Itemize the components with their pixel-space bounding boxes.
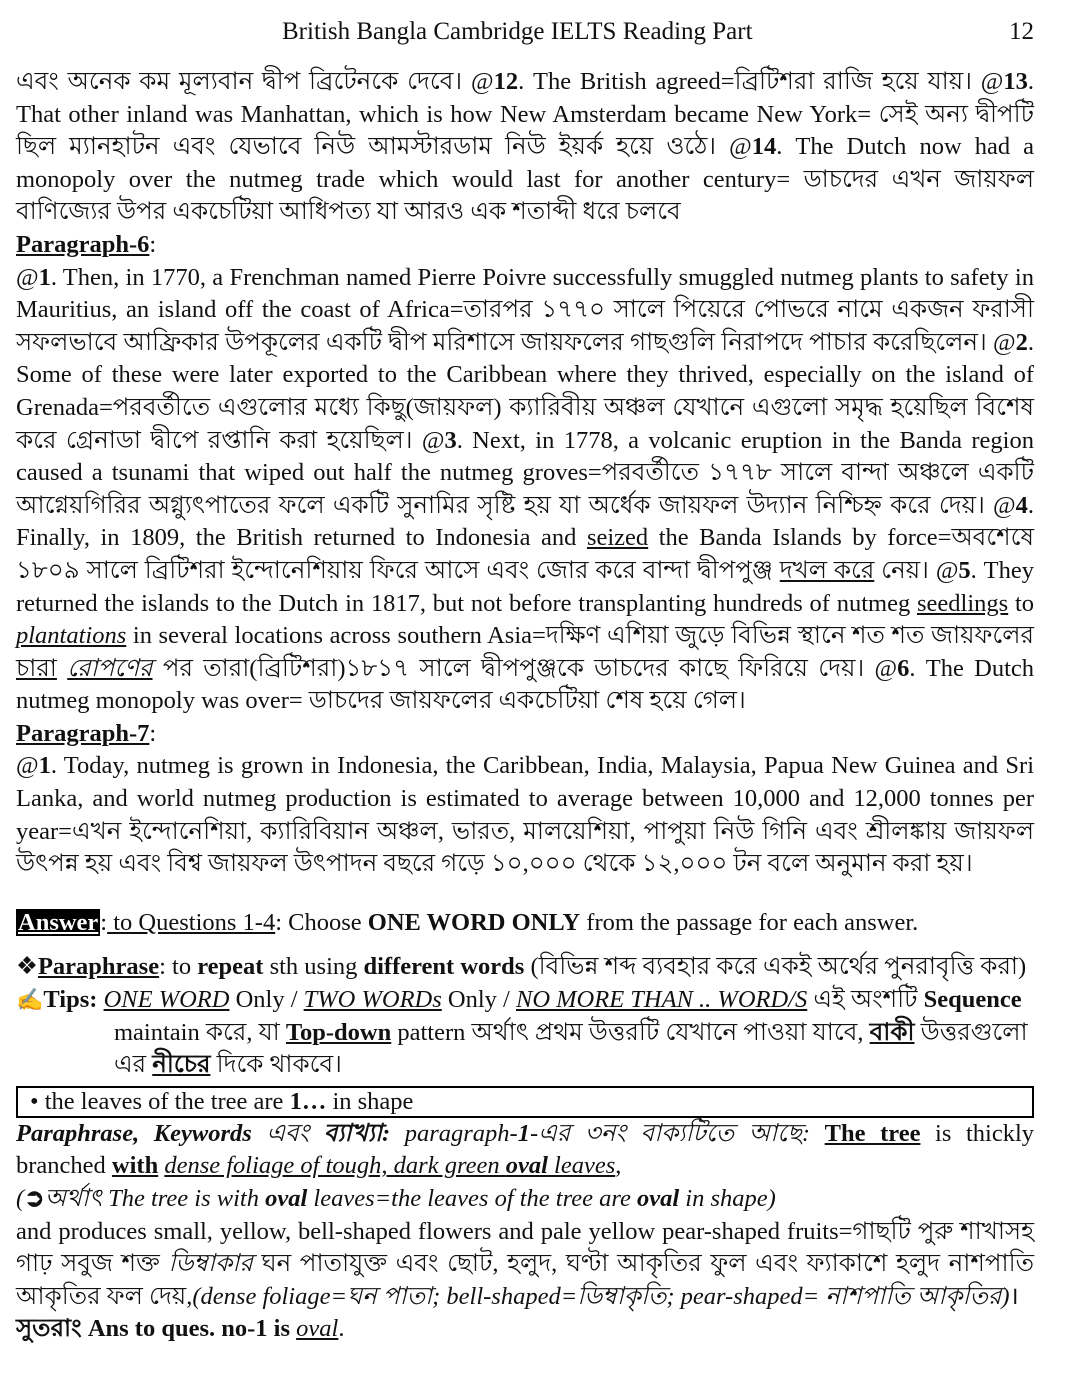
text: অর্থাৎ xyxy=(44,1185,102,1212)
text: The tree is with xyxy=(102,1185,266,1212)
text: . The Dutch now had a monopoly over the nutmeg trade which would last for another century= ডাচদের এখন জায়ফল বাণিজ্যের উপর একচেটিয়া আধিপত্য যা আরও এক শতাব্দী ধরে চলবে xyxy=(16,133,1035,226)
text: এবং অনেক কম মূল্যবান দ্বীপ ব্রিটেনকে দেবে। @ xyxy=(16,68,494,95)
diamond-bullet-icon: ❖ xyxy=(16,953,38,981)
keyword: with xyxy=(111,1152,159,1180)
vocab-word: plantations xyxy=(16,622,127,650)
answer-word: oval xyxy=(296,1315,339,1343)
writing-hand-icon: ✍ xyxy=(16,987,44,1013)
text: -এর ৩নং বাক্যটিতে আছে: xyxy=(529,1119,825,1147)
heading-label: Paragraph-6 xyxy=(16,230,150,258)
text: এবং xyxy=(251,1119,324,1147)
vocab-word: দখল করে xyxy=(779,556,875,584)
text: in several locations across southern Asia=দক্ষিণ এশিয়া জুড়ে বিভিন্ন স্থানে শত শত জায়ফলের xyxy=(126,622,1034,650)
sentence-number: 3 xyxy=(444,426,457,454)
explanation-line-2 xyxy=(16,1183,1034,1216)
text: . That other inland was Manhattan, which is how New Amsterdam became New York= সেই অন্য দ্বীপটি ছিল ম্যানহাটন এবং যেভাবে নিউ আমস্টারডাম নিউ ইয়র্ক হয়ে ওঠে। @ xyxy=(16,68,1034,161)
text: ( xyxy=(16,1185,25,1212)
emphasis: Top-down xyxy=(285,1018,392,1046)
text: the Banda Islands by force=অবশেষে ১৮০৯ সালে ব্রিটিশরা ইন্দোনেশিয়ায় ফিরে আসে এবং জোর করে বান্দা দ্বীপপুঞ্জ xyxy=(16,524,1034,584)
emphasis: Keywords xyxy=(153,1119,252,1147)
page-number: 12 xyxy=(1009,18,1034,45)
text: : to xyxy=(159,953,198,981)
keyword: oval xyxy=(265,1185,308,1212)
sentence-number: 4 xyxy=(1015,491,1028,519)
text: : Choose xyxy=(275,908,368,936)
spacer xyxy=(16,939,1034,951)
paraphrase-label: Paraphrase xyxy=(37,953,160,981)
keyword: oval xyxy=(505,1152,548,1180)
text: . Finally, in 1809, the British returned to Indonesia and xyxy=(16,491,1034,552)
sentence-number: 1 xyxy=(38,263,51,291)
text: in shape) xyxy=(679,1185,776,1212)
emphasis: repeat xyxy=(197,953,264,981)
text: the leaves of the tree are xyxy=(38,1087,290,1115)
text: . Next, in 1778, a volcanic eruption in the Banda region caused a tsunami that wiped out half the nutmeg groves=পরবর্তীতে ১৭৭৮ সালে বান্দা অঞ্চলে একটি আগ্নেয়গিরির অগ্ন্যুৎপাতের ফলে একটি সুনামির সৃষ্টি হয় যা অর্ধেক জায়ফল উদ্যান নিশ্চিহ্ন করে দেয়। @ xyxy=(16,426,1034,519)
text: Only / xyxy=(229,986,304,1014)
text: উত্তরগুলো এর xyxy=(114,1018,1028,1079)
sentence-number: 2 xyxy=(1015,328,1028,356)
text: @ xyxy=(16,263,39,291)
text xyxy=(57,655,67,682)
text: . Then, in 1770, a Frenchman named Pierre Poivre successfully smuggled nutmeg plants to safety in Mauritius, an island off the coast of Africa=তারপর ১৭৭০ সালে পিয়েরে পোভরে নামে একজন ফরাসী সফলভাবে আফ্রিকার উপকূলের একটি দ্বীপ মরিশাসে জায়ফলের গাছগুলি নিরাপদে পাচার করেছিলেন। @ xyxy=(16,263,1034,356)
text: (বিভিন্ন শব্দ ব্যবহার করে একই অর্থের পুনরাবৃত্তি করা) xyxy=(524,953,1027,981)
text: , xyxy=(615,1152,622,1180)
question-number: 1… xyxy=(289,1087,327,1115)
text: : xyxy=(149,719,157,747)
answer-instruction xyxy=(16,907,1034,940)
sentence-number: 12 xyxy=(493,68,519,95)
explanation-line-3 xyxy=(16,1216,1034,1314)
text: leaves=the leaves of the tree are xyxy=(307,1185,637,1212)
paragraph-7-heading xyxy=(16,718,1034,751)
vocab-word: চারা xyxy=(16,654,57,682)
text: সুতরাং xyxy=(16,1315,88,1343)
spacer xyxy=(16,881,1034,907)
sentence-number: 5 xyxy=(958,556,971,584)
vocab-word: seedlings xyxy=(916,589,1009,617)
question-range: to Questions 1-4 xyxy=(107,908,276,936)
keyword: The tree xyxy=(824,1119,921,1147)
sentence-number: 13 xyxy=(1003,68,1028,95)
intro-paragraph xyxy=(16,66,1034,229)
text: pattern অর্থাৎ প্রথম উত্তরটি যেখানে পাওয়া যাবে, xyxy=(391,1018,870,1046)
tips-block xyxy=(16,984,1034,1082)
vocab-word: seized xyxy=(586,524,649,552)
sentence-number: 1 xyxy=(38,752,51,780)
text: , xyxy=(133,1119,154,1147)
emphasis: ব্যাখ্যা: xyxy=(323,1119,391,1147)
text: নেয়। @ xyxy=(874,556,959,584)
answer-label: Answer xyxy=(18,908,99,936)
paragraph-7 xyxy=(16,750,1034,880)
tips-line-continued xyxy=(16,1017,1034,1082)
text: . Today, nutmeg is grown in Indonesia, the Caribbean, India, Malaysia, Papua New Guinea and Sri Lanka, and world nutmeg production is estimated to average between 10,000 and 12,000 tonnes per year=এখন ইন্দোনেশিয়া, ক্যারিবিয়ান অঞ্চল, ভারত, মালয়েশিয়া, পাপুয়া নিউ গিনি এবং শ্রীলঙ্কায় জায়ফল উৎপন্ন হয় এবং বিশ্ব জায়ফল উৎপাদন বছরে গড়ে ১০,০০০ থেকে ১২,০০০ টন বলে অনুমান করা হয়। xyxy=(16,752,1034,878)
arrow-icon: ➲ xyxy=(24,1185,45,1212)
text: to xyxy=(1008,589,1034,617)
vocab-word: রোপণের xyxy=(67,654,153,682)
keyword: leaves xyxy=(554,1152,616,1180)
text: : xyxy=(100,908,108,936)
document-title: British Bangla Cambridge IELTS Reading Part xyxy=(282,18,753,45)
document-body xyxy=(16,66,1034,1346)
paraphrase-definition xyxy=(16,951,1034,984)
text: এই অংশটি xyxy=(807,986,924,1014)
text: @ xyxy=(16,752,39,780)
instruction-emphasis: ONE WORD ONLY xyxy=(367,908,581,936)
sentence-number: 14 xyxy=(751,133,777,161)
keyword: oval xyxy=(636,1185,680,1212)
emphasis: নীচের xyxy=(152,1051,211,1079)
emphasis: Paraphrase xyxy=(16,1119,134,1147)
emphasis: different words xyxy=(363,953,525,981)
tip-term: NO MORE THAN .. WORD/S xyxy=(515,986,808,1014)
emphasis: Sequence xyxy=(923,986,1022,1014)
text: in shape xyxy=(326,1087,414,1115)
paragraph-6-heading xyxy=(16,229,1034,262)
text: is thickly branched xyxy=(16,1119,1035,1180)
glossary: (dense foliage=ঘন পাতা; bell-shaped=ডিম্বাকৃতি; pear-shaped= নাশপাতি আকৃতির) xyxy=(192,1282,1010,1310)
emphasis: বাকী xyxy=(869,1018,915,1046)
text: paragraph- xyxy=(390,1119,518,1147)
text: Only / xyxy=(441,986,516,1014)
tip-term: TWO WORDs xyxy=(303,986,442,1014)
question-box xyxy=(16,1086,1034,1118)
paragraph-6 xyxy=(16,262,1034,718)
text: ঘন পাতাযুক্ত এবং ছোট, হলুদ, ঘণ্টা আকৃতির ফুল এবং ফ্যাকাশে হলুদ নাশপাতি আকৃতির ফল দেয়, xyxy=(16,1250,1034,1310)
text: . xyxy=(338,1315,345,1343)
text: পর তারা(ব্রিটিশরা)১৮১৭ সালে দ্বীপপুঞ্জকে ডাচদের কাছে ফিরিয়ে দেয়। @ xyxy=(152,654,898,682)
text: . Some of these were later exported to the Caribbean where they thrived, especially on the island of Grenada=পরবর্তীতে এগুলোর মধ্যে কিছু(জায়ফল) ক্যারিবীয় অঞ্চল যেখানে এগুলো সমৃদ্ধ হয়েছিল বিশেষ করে গ্রেনাডা দ্বীপে রপ্তানি করা হয়েছিল। @ xyxy=(16,328,1034,454)
keyword: dense foliage of tough, dark green xyxy=(164,1152,500,1180)
bullet-icon: • xyxy=(30,1087,39,1115)
text: from the passage for each answer. xyxy=(580,908,919,936)
heading-label: Paragraph-7 xyxy=(16,719,150,747)
text: Ans to ques. no-1 is xyxy=(87,1315,297,1343)
tips-line xyxy=(16,984,1034,1017)
tip-term: ONE WORD xyxy=(103,986,230,1014)
text: . The Dutch nutmeg monopoly was over= ডাচদের জায়ফলের একচেটিয়া শেষ হয়ে গেল। xyxy=(16,654,1035,715)
keyword: ডিম্বাকার xyxy=(168,1250,253,1278)
text: and produces small, yellow, bell-shaped flowers and pale yellow pear-shaped fruits=গাছটি পুরু শাখাসহ গাঢ় সবুজ শক্ত xyxy=(16,1217,1034,1278)
text: . They returned the islands to the Dutch in 1817, but not before transplanting hundreds of nutmeg xyxy=(16,556,1034,617)
text: । xyxy=(1009,1282,1019,1310)
explanation-line-1 xyxy=(16,1118,1034,1183)
text: দিকে থাকবে। xyxy=(210,1051,342,1079)
text: maintain করে, যা xyxy=(114,1018,286,1046)
final-answer xyxy=(16,1313,1034,1346)
text: : xyxy=(149,230,157,258)
sentence-number: 6 xyxy=(897,654,910,682)
page-header xyxy=(0,14,1080,50)
sentence-number: 1 xyxy=(517,1119,530,1147)
tips-label: Tips: xyxy=(43,986,104,1014)
text: . The British agreed=ব্রিটিশরা রাজি হয়ে যায়। @ xyxy=(518,68,1004,95)
text: sth using xyxy=(263,953,364,981)
